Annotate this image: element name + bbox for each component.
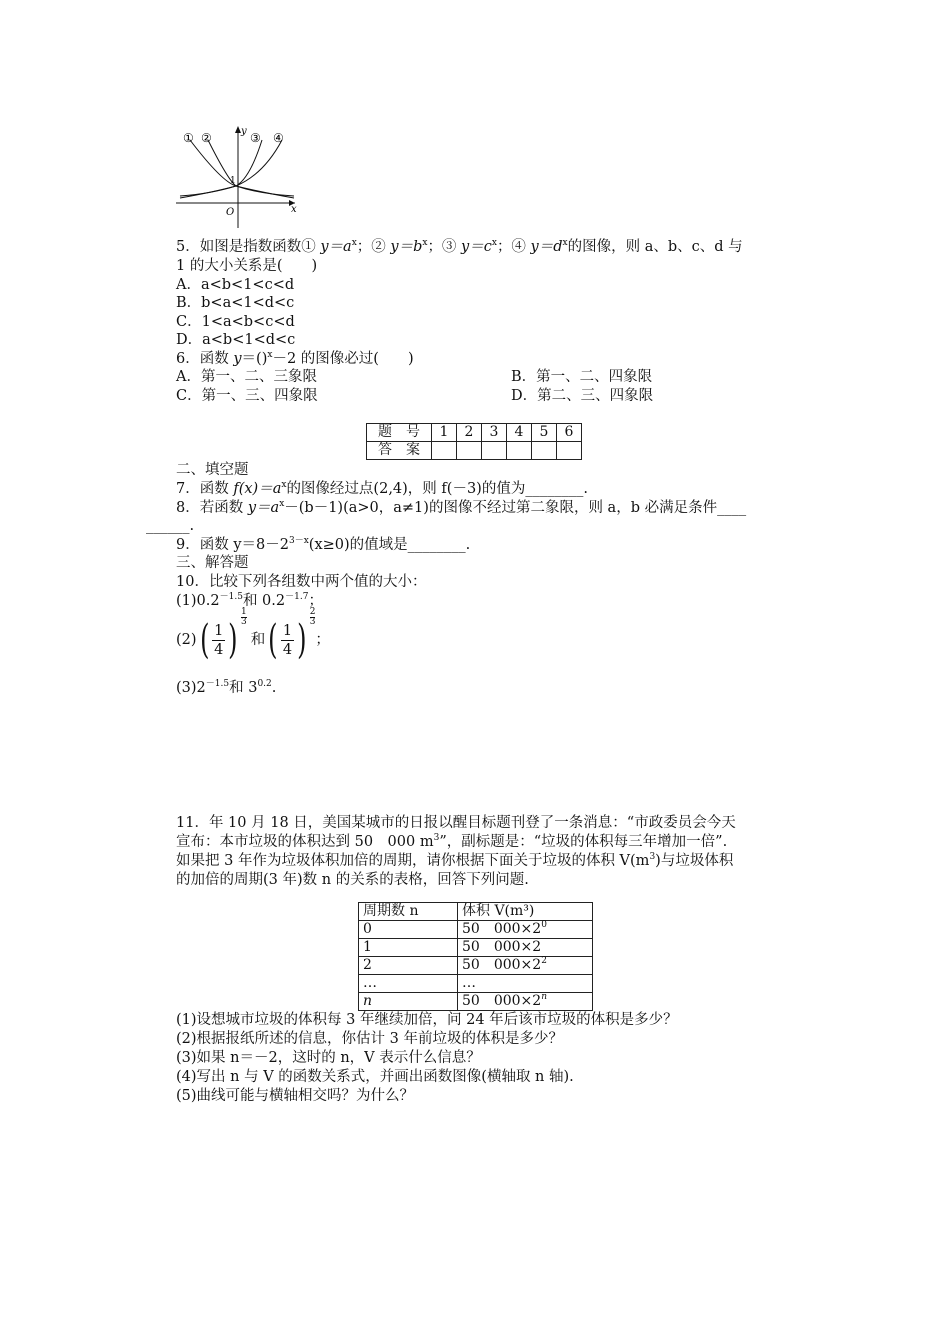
q8: 8．若函数 $y=a^x-(b-1)(a>0$，a≠1)的图像不经过第二象限，则 a，b 必满足条件____	[176, 499, 747, 516]
answer-table-row-answers	[367, 442, 582, 460]
answer-table-label-number: 题 号	[367, 424, 432, 442]
one-label: 1	[230, 176, 236, 186]
q7: 7．函数 $f(x)=a^x$的图像经过点(2,4)，则 f(－3)的值为________.	[176, 480, 588, 497]
answer-table-number: 1	[432, 424, 457, 442]
q5-option-b: B．b<a<1<d<c	[176, 295, 295, 311]
q5-option-c: C．1<a<b<c<d	[176, 314, 295, 330]
volume-table	[358, 902, 593, 1011]
table-cell-v: 50 $000\times 2^2$	[458, 957, 593, 975]
q11-question-4: (4)写出 n 与 V 的函数关系式，并画出函数图像(横轴取 n 轴).	[176, 1069, 574, 1085]
q6-option-b: B．第一、二、四象限	[511, 369, 653, 385]
answer-table-row-numbers	[367, 424, 582, 442]
answer-table-label-answer: 答 案	[367, 442, 432, 460]
q5-option-d: D．a<b<1<d<c	[176, 332, 296, 348]
answer-cell[interactable]	[557, 442, 582, 460]
q5-option-a: A．a<b<1<c<d	[176, 277, 295, 293]
q11-question-1: (1)设想城市垃圾的体积每 3 年继续加倍，问 24 年后该市垃圾的体积是多少？	[176, 1012, 678, 1028]
answer-table	[366, 423, 582, 460]
table-cell-v: …	[458, 975, 593, 993]
table-cell-v: 50 000×2	[458, 939, 593, 957]
curve-1	[190, 140, 294, 198]
volume-table-head-n: 周期数 n	[359, 903, 458, 921]
table-cell-n: n	[359, 993, 458, 1011]
table-row	[359, 975, 593, 993]
origin-label: O	[226, 207, 235, 218]
table-row	[359, 939, 593, 957]
exponent-one-third: $\frac{1}{3}$	[241, 607, 247, 627]
table-cell-n: 2	[359, 957, 458, 975]
answer-cell[interactable]	[482, 442, 507, 460]
curve-label-4: ④	[273, 131, 284, 145]
q11-line4: 的加倍的周期(3 年)数 n 的关系的表格，回答下列问题.	[176, 872, 529, 888]
curve-label-3: ③	[250, 131, 261, 145]
section-solve-heading: 三、解答题	[176, 555, 249, 571]
table-row	[359, 921, 593, 939]
table-row	[359, 957, 593, 975]
q11-line2: 宣布：本市垃圾的体积达到 50 000 $m^3$”，副标题是：“垃圾的体积每三年增加一倍”.	[176, 833, 728, 850]
answer-table-number: 3	[482, 424, 507, 442]
q10-part1: $(1)0.2^{-1.5}$和 $0.2^{-1.7}$；	[176, 592, 323, 609]
q6-option-c: C．第一、三、四象限	[176, 388, 318, 404]
curve-label-2: ②	[201, 131, 212, 145]
q10-part2: (2)( $\frac{1}{4}$ ) $\frac{1}{3}$ 和( $\frac{1}{4}$ ) $\frac{2}{3}$ ；	[176, 607, 330, 663]
curve-label-1: ①	[183, 131, 194, 145]
table-row	[359, 993, 593, 1011]
answer-table-number: 6	[557, 424, 582, 442]
exponent-two-thirds: $\frac{2}{3}$	[309, 607, 316, 627]
volume-table-header	[359, 903, 593, 921]
q11-question-5: (5)曲线可能与横轴相交吗？为什么？	[176, 1088, 415, 1104]
table-cell-v: 50 $000\times 2^0$	[458, 921, 593, 939]
fraction-one-quarter: $\frac{1}{4}$	[214, 622, 224, 658]
table-cell-n: 1	[359, 939, 458, 957]
q8-continued: ______.	[146, 518, 195, 534]
q6-stem: 6．函数 y＝()$^x$－2 的图像必过( )	[176, 350, 414, 367]
q11-line1: 11．年 10 月 18 日，美国某城市的日报以醒目标题刊登了一条消息：“市政委员会今天	[176, 815, 736, 831]
answer-table-number: 2	[457, 424, 482, 442]
volume-table-head-v: 体积 V(m³)	[458, 903, 593, 921]
q6-option-d: D．第二、三、四象限	[511, 388, 654, 404]
q11-question-2: (2)根据报纸所述的信息，你估计 3 年前垃圾的体积是多少？	[176, 1031, 563, 1047]
table-cell-v: 50 $000\times 2^n$	[458, 993, 593, 1011]
answer-cell[interactable]	[532, 442, 557, 460]
table-cell-n: …	[359, 975, 458, 993]
x-axis-label: x	[291, 204, 297, 215]
curve-4	[180, 140, 282, 198]
q11-line3: 如果把 3 年作为垃圾体积加倍的周期，请你根据下面关于垃圾的体积 $V(m^3)$与垃圾体积	[176, 852, 734, 869]
q11-question-3: (3)如果 n＝－2，这时的 n，V 表示什么信息？	[176, 1050, 481, 1066]
q10-part3: $(3)2^{-1.5}$和 $3^{0.2}$.	[176, 679, 277, 696]
answer-cell[interactable]	[432, 442, 457, 460]
answer-cell[interactable]	[457, 442, 482, 460]
curve-3	[180, 140, 262, 196]
table-cell-n: 0	[359, 921, 458, 939]
q6-option-a: A．第一、二、三象限	[176, 369, 317, 385]
q5-line2: 1 的大小关系是( )	[176, 258, 318, 274]
exponential-graph-figure	[170, 120, 310, 230]
q9: 9．函数 $y=8-2^{3-x}(x\ge 0)$的值域是________.	[176, 536, 471, 553]
section-fill-blank-heading: 二、填空题	[176, 462, 249, 478]
fraction-one-quarter: $\frac{1}{4}$	[282, 622, 293, 658]
answer-table-number: 4	[507, 424, 532, 442]
q10-stem: 10．比较下列各组数中两个值的大小：	[176, 574, 427, 590]
answer-table-number: 5	[532, 424, 557, 442]
q5-line1: 5．如图是指数函数① $y=a^x$；② $y=b^x$；③ $y=c^x$；④ $y=d^x$的图像，则 a、b、c、d 与	[176, 238, 743, 255]
answer-cell[interactable]	[507, 442, 532, 460]
y-axis-label: y	[241, 126, 247, 137]
